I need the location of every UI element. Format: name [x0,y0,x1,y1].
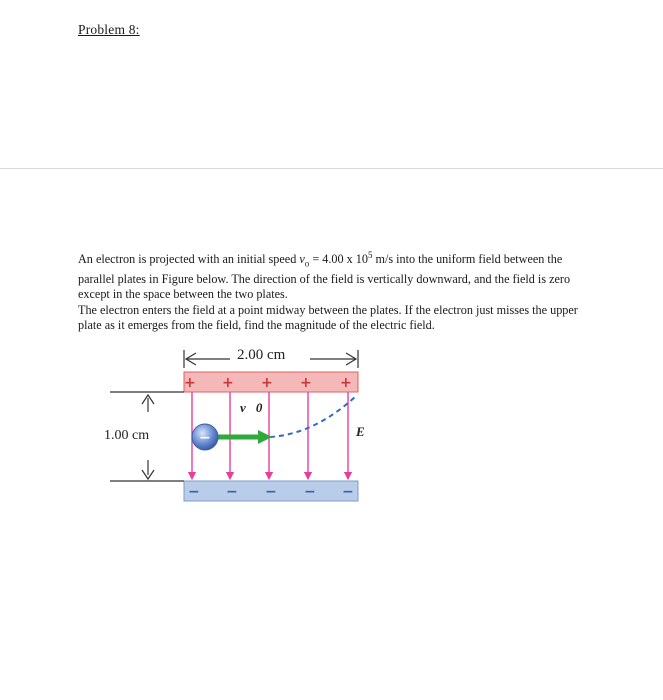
minus-charge: − [304,484,316,500]
text-part-3: m/s into the uniform field between the parallel plates in Figure below. The direction of the field is vertically downward, and the field is zero except in the space between the two plates. [78,252,571,302]
problem-statement [78,248,598,334]
page-divider [0,168,663,169]
minus-charge: − [188,484,200,500]
problem-paragraph-2: The electron enters the field at a point midway between the plates. If the electron just misses the upper plate as it emerges from the field, find the magnitude of the electric field. [78,302,578,333]
gap-label: 1.00 cm [104,428,150,443]
parallel-plates-figure [100,342,375,512]
figure-svg [100,342,370,512]
plus-charge: + [340,375,352,391]
exponent: 5 [367,250,373,260]
velocity-arrow [214,430,272,444]
plus-charge: + [300,375,312,391]
minus-charge: − [226,484,238,500]
v-subscript: o [304,258,310,269]
plus-charge: + [184,375,196,391]
electron-trajectory [270,396,356,437]
v-symbol: v [299,252,305,267]
text-part-1: An electron is projected with an initial speed [78,252,300,267]
text-part-2: = 4.00 x 10 [309,252,368,267]
width-label: 2.00 cm [237,347,286,363]
minus-charge: − [265,484,277,500]
problem-paragraph-1 [78,248,598,303]
minus-charge: − [342,484,354,500]
plus-charge: + [222,375,234,391]
plus-charge: + [261,375,273,391]
e-field-label: E⃗ [356,424,375,439]
problem-title: Problem 8: [78,22,140,37]
v0-label: v⃗0 [240,400,263,415]
electron-charge-sign: − [199,430,211,446]
